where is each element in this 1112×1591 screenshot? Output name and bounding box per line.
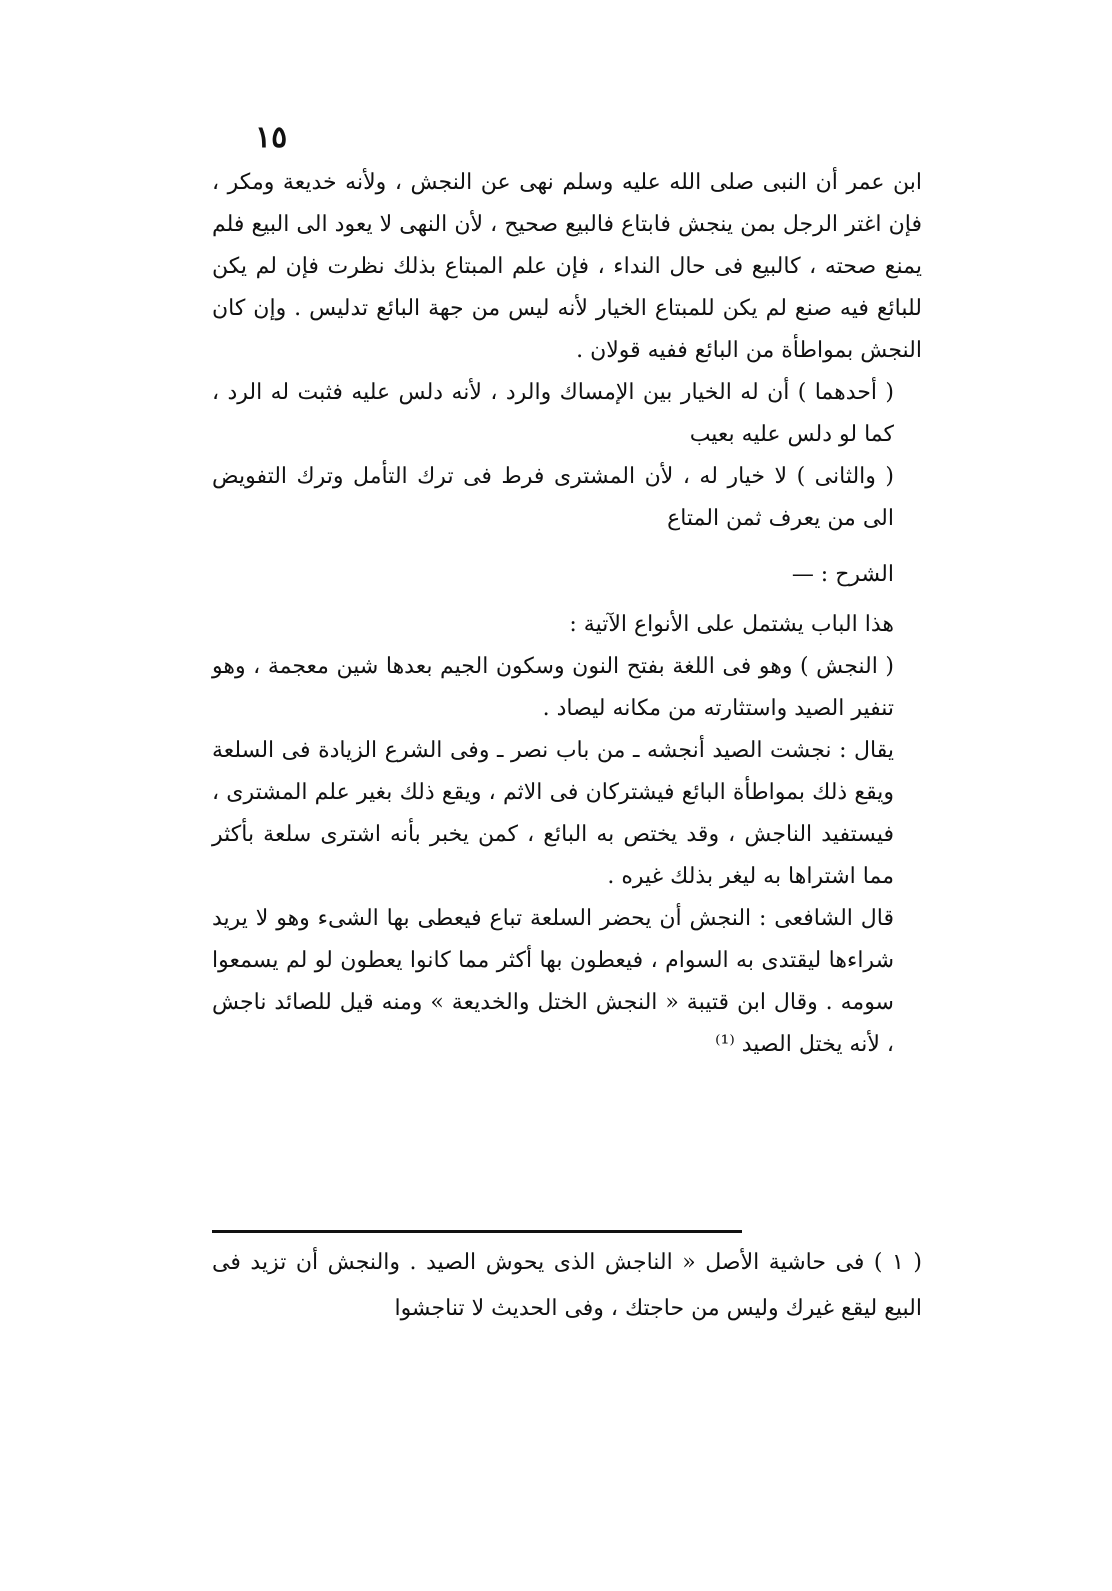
- paragraph-first-opinion: ( أحدهما ) أن له الخيار بين الإمساك والرد ، لأنه دلس عليه فثبت له الرد ، كما لو دلس عليه بعيب: [212, 380, 894, 447]
- main-text: [212, 162, 922, 1066]
- footnote-divider: [212, 1230, 742, 1233]
- paragraph-najash-usage: يقال : نجشت الصيد أنجشه ـ من باب نصر ـ وفى الشرع الزيادة فى السلعة ويقع ذلك بمواطأة البائع فيشتركان فى الاثم ، ويقع ذلك بغير علم المشترى ، فيستفيد الناجش ، وقد يختص به البائع ، كمن يخبر بأنه اشترى سلعة بأكثر مما اشتراها به ليغر بذلك غيره .: [212, 738, 894, 889]
- document-page: [200, 110, 922, 1550]
- paragraph-chapter-intro: هذا الباب يشتمل على الأنواع الآتية :: [569, 612, 894, 637]
- paragraph-shafii-quote: قال الشافعى : النجش أن يحضر السلعة تباع فيعطى بها الشىء وهو لا يريد شراءها ليقتدى به السوام ، فيعطون بها أكثر مما كانوا يعطون لو لم يسمعوا سومه . وقال ابن قتيبة « النجش الختل والخديعة » ومنه قيل للصائد ناجش ، لأنه يختل الصيد ⁽¹⁾: [212, 906, 894, 1057]
- footnote-text: ( ١ ) فى حاشية الأصل « الناجش الذى يحوش الصيد . والنجش أن تزيد فى البيع ليقع غيرك وليس من حاجتك ، وفى الحديث لا تناجشوا: [212, 1250, 923, 1321]
- paragraph-second-opinion: ( والثانى ) لا خيار له ، لأن المشترى فرط فى ترك التأمل وترك التفويض الى من يعرف ثمن المتاع: [212, 464, 894, 531]
- page-number: ١٥: [255, 120, 288, 155]
- paragraph-najash-definition: ( النجش ) وهو فى اللغة بفتح النون وسكون الجيم بعدها شين معجمة ، وهو تنفير الصيد واستثارته من مكانه ليصاد .: [212, 654, 894, 721]
- paragraph-text: ابن عمر أن النبى صلى الله عليه وسلم نهى عن النجش ، ولأنه خديعة ومكر ، فإن اغتر الرجل بمن ينجش فابتاع فالبيع صحيح ، لأن النهى لا يعود الى البيع فلم يمنع صحته ، كالبيع فى حال النداء ، فإن علم المبتاع بذلك نظرت فإن لم يكن للبائع فيه صنع لم يكن للمبتاع الخيار لأنه ليس من جهة البائع تدليس . وإن كان النجش بمواطأة من البائع ففيه قولان .: [212, 170, 922, 363]
- commentary-heading: الشرح : —: [791, 562, 894, 587]
- footnote: [212, 1240, 922, 1332]
